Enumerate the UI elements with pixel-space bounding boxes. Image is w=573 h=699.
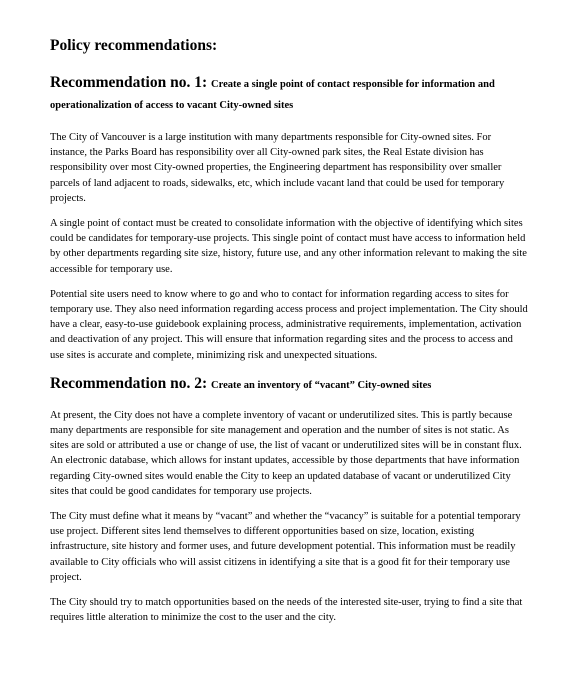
document-page xyxy=(50,36,528,635)
paragraph: The City must define what it means by “vacant” and whether the “vacancy” is suitable for a potential temporary use project. Different sites lend themselves to different opportunities based on size, location, existing infrastructure, site history and former uses, and future development potential. This information must be readily available to City officials who will assist citizens in identifying a site that is a good fit for their temporary use project. xyxy=(50,511,521,583)
recommendation-label: Recommendation no. 1 xyxy=(50,74,202,91)
recommendation-title: Create a single point of contact responsible for information and operationalization of access to vacant City-owned sites xyxy=(50,79,495,111)
recommendation-separator: : xyxy=(201,74,212,91)
paragraph: The City should try to match opportunities based on the needs of the interested site-user, trying to find a site that requires little alteration to minimize the cost to the user and the city. xyxy=(50,597,523,624)
recommendation-2 xyxy=(50,373,528,626)
recommendation-separator: : xyxy=(201,374,212,392)
recommendation-label: Recommendation no. 2 xyxy=(50,374,202,392)
recommendation-1 xyxy=(50,72,528,363)
document-title: Policy recommendations: xyxy=(50,37,218,54)
paragraph: The City of Vancouver is a large institution with many departments responsible for City-owned sites. For instance, the Parks Board has responsibility over all City-owned park sites, the Real Estate division has responsibility over most City-owned properties, the Engineering department has responsibility over smaller parcels of land adjacent to roads, sidewalks, etc, which include vacant land that could be used for temporary projects. xyxy=(50,132,505,204)
paragraph: A single point of contact must be created to consolidate information with the objective of identifying which sites could be candidates for temporary-use projects. This single point of contact must have access to information held by other departments regarding site size, history, future use, and any other information relevant to making the site accessible for temporary use. xyxy=(50,218,527,275)
recommendation-heading xyxy=(50,72,528,114)
recommendation-title: Create an inventory of “vacant” City-owned sites xyxy=(211,379,432,391)
paragraph: Potential site users need to know where to go and who to contact for information regarding access to sites for temporary use. They also need information regarding access process and project implementation. The City should have a clear, easy-to-use guidebook explaining process, administrative requirements, implementation, activation and deactivation of any project. This will ensure that information regarding sites and the process to access and use sites is accurate and complete, minimizing risk and unexpected situations. xyxy=(50,288,528,361)
recommendation-heading xyxy=(50,373,528,394)
paragraph: At present, the City does not have a complete inventory of vacant or underutilized sites. This is partly because many departments are responsible for site management and operation and the number of sites is not static. As sites are sold or attributed a use or change of use, the list of vacant or underutilized sites will be in constant flux. An electronic database, which allows for instant updates, accessible by those departments that have information regarding City-owned sites would enable the City to keep an updated database of vacant or underutilized City sites that could be good candidates for temporary use projects. xyxy=(50,409,522,497)
